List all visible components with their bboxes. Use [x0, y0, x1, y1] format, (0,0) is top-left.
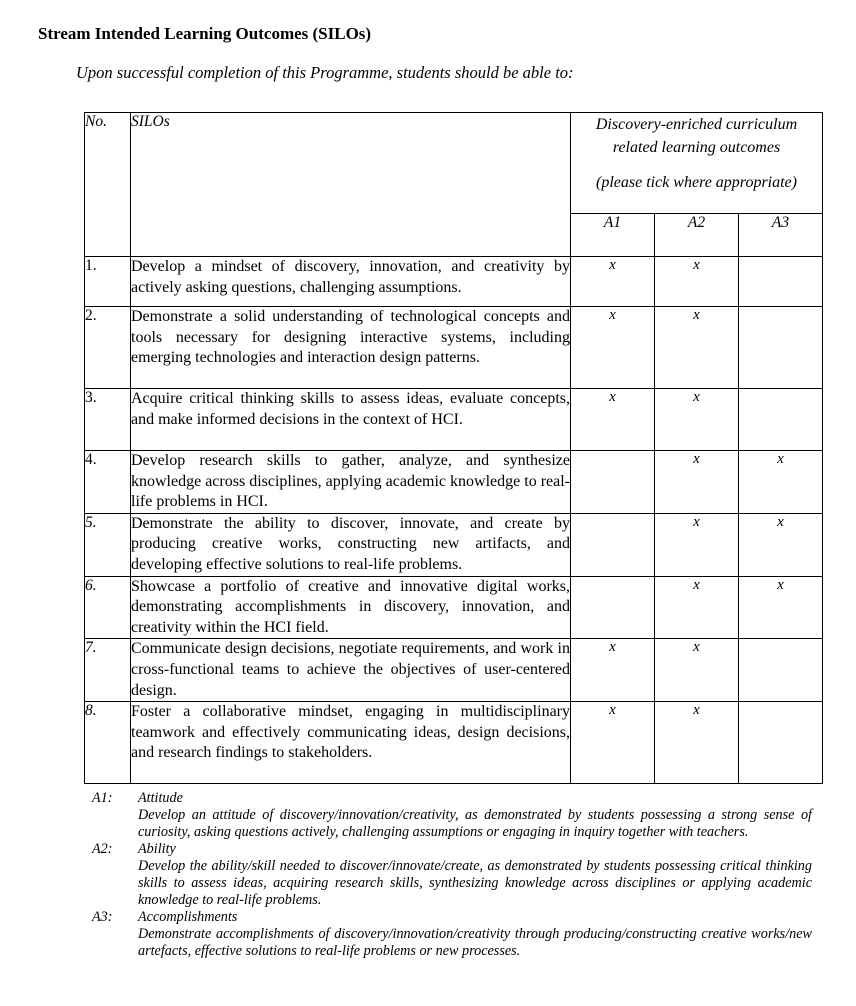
row-number: 8. [85, 702, 131, 784]
table-row [85, 576, 823, 639]
a2-tick: x [655, 257, 739, 307]
table-header-row [85, 113, 823, 214]
legend-body [138, 909, 820, 960]
legend-description: Develop the ability/skill needed to discover/innovate/create, as demonstrated by students possessing critical thinking skills to assess ideas, acquiring research skills, synthesizing knowledge across disciplines or applying academic knowledge to real-life problems. [138, 858, 812, 908]
discovery-header-line2: related learning outcomes [612, 139, 781, 156]
silo-description: Communicate design decisions, negotiate requirements, and work in cross-functional teams to achieve the objectives of user-centered design. [131, 639, 571, 702]
legend-title: Attitude [138, 790, 183, 806]
row-number: 3. [85, 389, 131, 451]
a2-tick: x [655, 451, 739, 514]
silo-description: Demonstrate the ability to discover, innovate, and create by producing creative works, constructing new artifacts, and developing effective solutions to real-life problems. [131, 513, 571, 576]
row-number: 1. [85, 257, 131, 307]
legend-title: Accomplishments [138, 909, 238, 925]
silo-description: Develop a mindset of discovery, innovation, and creativity by actively asking questions, challenging assumptions. [131, 257, 571, 307]
a3-tick [739, 702, 823, 784]
a2-tick: x [655, 639, 739, 702]
a3-tick [739, 257, 823, 307]
silo-description: Showcase a portfolio of creative and innovative digital works, demonstrating accomplishments in discovery, innovation, and creativity within the HCI field. [131, 576, 571, 639]
silo-description: Foster a collaborative mindset, engaging in multidisciplinary teamwork and effectively communicating ideas, design decisions, and research findings to stakeholders. [131, 702, 571, 784]
a1-tick: x [571, 307, 655, 389]
legend-key: A3: [92, 909, 113, 925]
a3-tick: x [739, 576, 823, 639]
a2-tick: x [655, 389, 739, 451]
a1-tick [571, 513, 655, 576]
a1-tick [571, 451, 655, 514]
table-row [85, 257, 823, 307]
row-number: 6. [85, 576, 131, 639]
silo-description: Demonstrate a solid understanding of technological concepts and tools necessary for designing interactive systems, including emerging technologies and interaction design patterns. [131, 307, 571, 389]
a1-tick: x [571, 702, 655, 784]
legend-key: A2: [92, 841, 113, 857]
legend-item [84, 790, 820, 841]
a2-tick: x [655, 576, 739, 639]
row-number: 4. [85, 451, 131, 514]
a2-tick: x [655, 702, 739, 784]
legend-body [138, 790, 820, 841]
legend-key: A1: [92, 790, 113, 806]
discovery-header-note: (please tick where appropriate) [596, 174, 797, 191]
a3-tick: x [739, 513, 823, 576]
legend-body [138, 841, 820, 909]
silo-table [84, 112, 823, 784]
table-row [85, 389, 823, 451]
table-row [85, 639, 823, 702]
column-header-no: No. [85, 113, 131, 257]
column-header-discovery [571, 113, 823, 214]
silo-description: Acquire critical thinking skills to assess ideas, evaluate concepts, and make informed decisions in the context of HCI. [131, 389, 571, 451]
table-row [85, 702, 823, 784]
row-number: 5. [85, 513, 131, 576]
silo-description: Develop research skills to gather, analyze, and synthesize knowledge across disciplines, applying academic knowledge to real-life problems in HCI. [131, 451, 571, 514]
a1-tick: x [571, 257, 655, 307]
table-row [85, 513, 823, 576]
legend-title: Ability [138, 841, 176, 857]
column-header-a2: A2 [655, 214, 739, 257]
row-number: 7. [85, 639, 131, 702]
a3-tick [739, 639, 823, 702]
intro-text: Upon successful completion of this Programme, students should be able to: [76, 63, 574, 82]
a1-tick: x [571, 639, 655, 702]
row-number: 2. [85, 307, 131, 389]
a1-tick: x [571, 389, 655, 451]
a3-tick [739, 389, 823, 451]
a3-tick [739, 307, 823, 389]
table-row [85, 451, 823, 514]
legend-description: Develop an attitude of discovery/innovation/creativity, as demonstrated by students possessing a strong sense of curiosity, asking questions actively, challenging assumptions or engaging in inquiry together with teachers. [138, 807, 812, 840]
legend-item [84, 909, 820, 960]
a3-tick: x [739, 451, 823, 514]
discovery-header-line1: Discovery-enriched curriculum [595, 116, 798, 133]
legend-item [84, 841, 820, 909]
outcome-legend [84, 790, 820, 960]
page-heading: Stream Intended Learning Outcomes (SILOs) [38, 24, 372, 43]
table-row [85, 307, 823, 389]
column-header-a3: A3 [739, 214, 823, 257]
column-header-silos: SILOs [131, 113, 571, 257]
column-header-a1: A1 [571, 214, 655, 257]
a2-tick: x [655, 513, 739, 576]
legend-description: Demonstrate accomplishments of discovery/innovation/creativity through producing/constructing creative works/new artefacts, effective solutions to real-life problems or new processes. [138, 926, 812, 959]
a1-tick [571, 576, 655, 639]
a2-tick: x [655, 307, 739, 389]
